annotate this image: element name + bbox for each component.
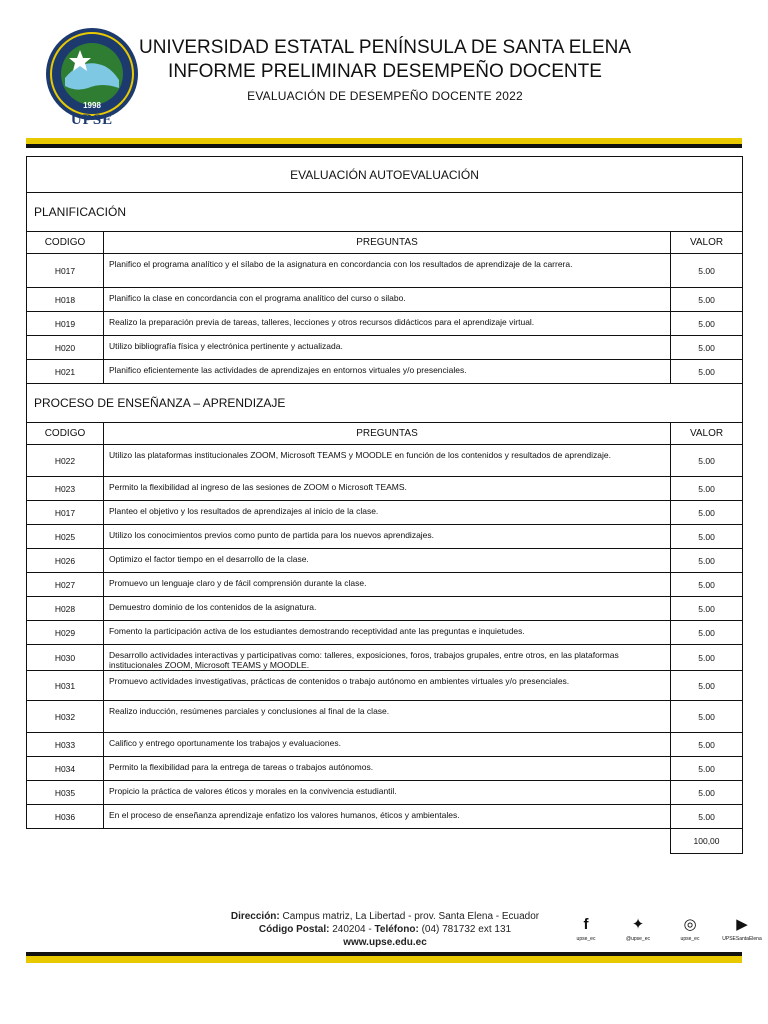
table-row	[27, 573, 743, 597]
table-title: EVALUACIÓN AUTOEVALUACIÓN	[27, 157, 743, 193]
column-header-value: VALOR	[671, 423, 743, 445]
phone-number: (04) 781732 ext 131	[421, 924, 512, 935]
table-row	[27, 781, 743, 805]
question-value: 5.00	[671, 501, 743, 525]
question-value: 5.00	[671, 445, 743, 477]
total-row	[27, 829, 743, 854]
question-text: Califico y entrego oportunamente los trabajos y evaluaciones.	[103, 733, 670, 757]
facebook-icon: f	[583, 916, 589, 933]
table-row	[27, 501, 743, 525]
table-row	[27, 671, 743, 701]
question-text: En el proceso de enseñanza aprendizaje enfatizo los valores humanos, éticos y ambientales.	[103, 805, 670, 829]
question-code: H026	[27, 549, 104, 573]
report-subtitle: EVALUACIÓN DE DESEMPEÑO DOCENTE 2022	[247, 89, 523, 103]
question-text: Planifico eficientemente las actividades de aprendizajes en entornos virtuales y/o presenciales.	[103, 360, 670, 384]
question-text: Optimizo el factor tiempo en el desarrollo de la clase.	[103, 549, 670, 573]
question-code: H030	[27, 645, 104, 671]
question-text: Propicio la práctica de valores éticos y morales en la convivencia estudiantil.	[103, 781, 670, 805]
question-value: 5.00	[671, 573, 743, 597]
question-text: Promuevo un lenguaje claro y de fácil comprensión durante la clase.	[103, 573, 670, 597]
total-spacer	[27, 829, 104, 854]
question-value: 5.00	[671, 621, 743, 645]
social-links	[568, 916, 760, 942]
table-row	[27, 597, 743, 621]
question-value: 5.00	[671, 360, 743, 384]
footer-yellow-band	[26, 956, 742, 963]
question-text: Desarrollo actividades interactivas y participativas como: talleres, exposiciones, foros, trabajos grupales, entre otros, en las plataformas institucionales ZOOM, Microsoft TEAMS y MOODLE.	[103, 645, 670, 671]
logo-wordmark: UPSE	[70, 112, 114, 128]
column-header-row	[27, 423, 743, 445]
table-row	[27, 733, 743, 757]
section-row	[27, 193, 743, 232]
table-row	[27, 621, 743, 645]
question-code: H035	[27, 781, 104, 805]
phone-label: Teléfono:	[374, 924, 419, 935]
question-code: H018	[27, 288, 104, 312]
footer-contact	[220, 910, 550, 949]
question-code: H022	[27, 445, 104, 477]
address-text: Campus matriz, La Libertad - prov. Santa Elena - Ecuador	[282, 911, 540, 922]
table-row	[27, 525, 743, 549]
total-value: 100,00	[671, 829, 743, 854]
social-handle: upse_ec	[680, 936, 700, 942]
question-value: 5.00	[671, 254, 743, 288]
instagram-icon: ◎	[683, 916, 697, 933]
question-code: H020	[27, 336, 104, 360]
social-handle: upse_ec	[576, 936, 596, 942]
column-header-row	[27, 232, 743, 254]
table-row	[27, 445, 743, 477]
question-value: 5.00	[671, 525, 743, 549]
question-text: Realizo la preparación previa de tareas, talleres, lecciones y otros recursos didácticos para el aprendizaje virtual.	[103, 312, 670, 336]
column-header-code: CODIGO	[27, 423, 104, 445]
question-text: Utilizo las plataformas institucionales ZOOM, Microsoft TEAMS y MOODLE en función de los contenidos y resultados de aprendizaje.	[103, 445, 670, 477]
question-value: 5.00	[671, 671, 743, 701]
table-row	[27, 549, 743, 573]
question-code: H031	[27, 671, 104, 701]
social-link[interactable]	[672, 916, 708, 942]
question-text: Planteo el objetivo y los resultados de aprendizajes al inicio de la clase.	[103, 501, 670, 525]
question-text: Demuestro dominio de los contenidos de la asignatura.	[103, 597, 670, 621]
column-header-questions: PREGUNTAS	[103, 423, 670, 445]
postal-code: 240204	[332, 924, 366, 935]
question-text: Utilizo los conocimientos previos como punto de partida para los nuevos aprendizajes.	[103, 525, 670, 549]
question-code: H028	[27, 597, 104, 621]
section-title: PROCESO DE ENSEÑANZA – APRENDIZAJE	[27, 384, 743, 423]
question-code: H036	[27, 805, 104, 829]
question-value: 5.00	[671, 701, 743, 733]
column-header-questions: PREGUNTAS	[103, 232, 670, 254]
question-text: Fomento la participación activa de los estudiantes demostrando receptividad ante las preguntas e inquietudes.	[103, 621, 670, 645]
social-link[interactable]	[620, 916, 656, 942]
university-name: UNIVERSIDAD ESTATAL PENÍNSULA DE SANTA ELENA	[138, 37, 632, 58]
table-row	[27, 701, 743, 733]
table-row	[27, 360, 743, 384]
section-title: PLANIFICACIÓN	[27, 193, 743, 232]
question-value: 5.00	[671, 312, 743, 336]
question-value: 5.00	[671, 288, 743, 312]
question-code: H033	[27, 733, 104, 757]
question-text: Permito la flexibilidad al ingreso de las sesiones de ZOOM o Microsoft TEAMS.	[103, 477, 670, 501]
table-row	[27, 645, 743, 671]
social-link[interactable]	[568, 916, 604, 942]
question-value: 5.00	[671, 733, 743, 757]
question-code: H023	[27, 477, 104, 501]
header-black-band	[26, 144, 742, 148]
footer-postal-line: Código Postal: 240204 - Teléfono: (04) 781732 ext 131	[258, 924, 512, 935]
table-title-row	[27, 157, 743, 193]
table-row	[27, 288, 743, 312]
website-link[interactable]: www.upse.edu.ec	[343, 937, 427, 948]
question-code: H025	[27, 525, 104, 549]
table-row	[27, 757, 743, 781]
table-row	[27, 805, 743, 829]
question-text: Utilizo bibliografía física y electrónica pertinente y actualizada.	[103, 336, 670, 360]
svg-text:1998: 1998	[83, 101, 101, 110]
column-header-value: VALOR	[671, 232, 743, 254]
question-text: Promuevo actividades investigativas, prácticas de contenidos o trabajo autónomo en ambientes virtuales y/o presenciales.	[103, 671, 670, 701]
question-code: H027	[27, 573, 104, 597]
social-handle: @upse_ec	[626, 936, 650, 942]
question-text: Planifico la clase en concordancia con el programa analítico del curso o silabo.	[103, 288, 670, 312]
table-row	[27, 336, 743, 360]
question-code: H017	[27, 501, 104, 525]
question-value: 5.00	[671, 477, 743, 501]
question-code: H021	[27, 360, 104, 384]
column-header-code: CODIGO	[27, 232, 104, 254]
question-text: Realizo inducción, resúmenes parciales y conclusiones al final de la clase.	[103, 701, 670, 733]
section-row	[27, 384, 743, 423]
question-value: 5.00	[671, 757, 743, 781]
table-row	[27, 477, 743, 501]
question-code: H019	[27, 312, 104, 336]
postal-label: Código Postal:	[258, 924, 330, 935]
question-value: 5.00	[671, 597, 743, 621]
table-row	[27, 254, 743, 288]
question-value: 5.00	[671, 805, 743, 829]
question-value: 5.00	[671, 549, 743, 573]
youtube-icon: ▶	[736, 916, 748, 933]
question-code: H017	[27, 254, 104, 288]
report-title: INFORME PRELIMINAR DESEMPEÑO DOCENTE	[168, 61, 602, 82]
social-link[interactable]	[724, 916, 760, 942]
question-value: 5.00	[671, 781, 743, 805]
question-value: 5.00	[671, 336, 743, 360]
total-spacer	[103, 829, 670, 854]
question-code: H032	[27, 701, 104, 733]
question-code: H034	[27, 757, 104, 781]
question-text: Permito la flexibilidad para la entrega de tareas o trabajos autónomos.	[103, 757, 670, 781]
table-row	[27, 312, 743, 336]
address-label: Dirección:	[230, 911, 280, 922]
evaluation-table	[26, 156, 743, 854]
footer-address-line	[220, 910, 550, 923]
footer-website-line	[220, 936, 550, 949]
question-text: Planifico el programa analítico y el sílabo de la asignatura en concordancia con los resultados de aprendizaje de la carrera.	[103, 254, 670, 288]
question-code: H029	[27, 621, 104, 645]
social-handle: UPSESantaElena	[722, 936, 762, 942]
question-value: 5.00	[671, 645, 743, 671]
twitter-icon: ✦	[631, 916, 645, 933]
